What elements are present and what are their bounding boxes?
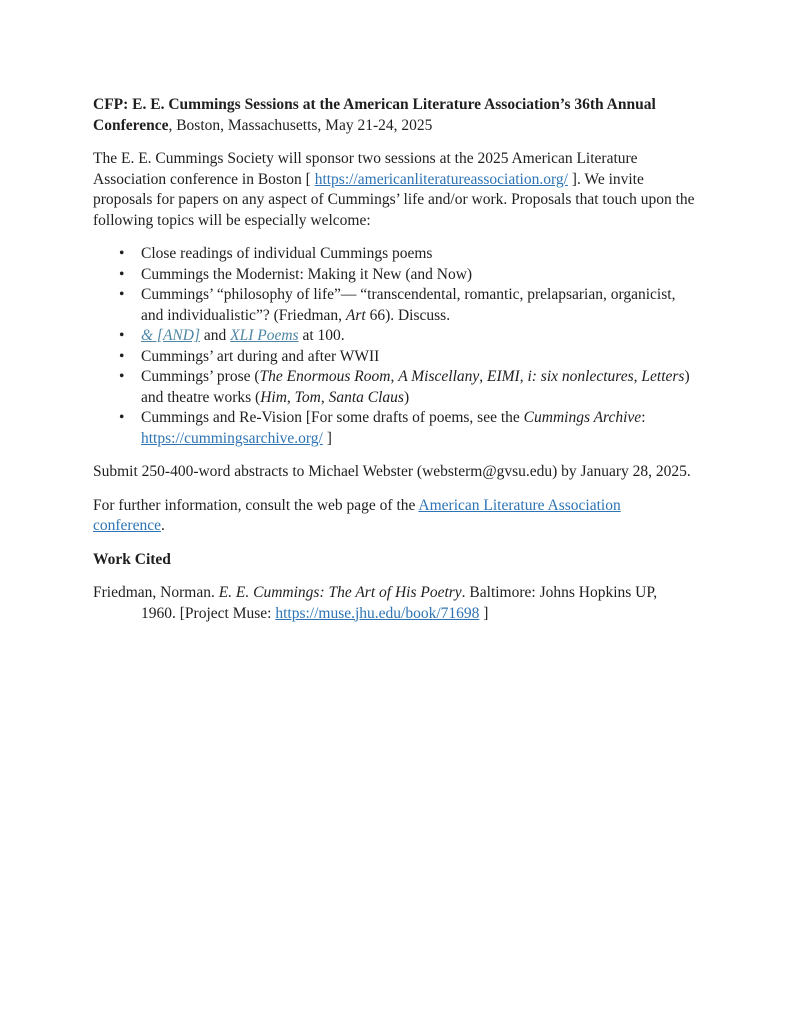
xli-poems-link[interactable]: XLI Poems	[230, 327, 299, 344]
text-run: Friedman, Norman.	[93, 584, 219, 601]
and-book-link[interactable]: & [AND]	[141, 327, 200, 344]
text-run: Santa Claus	[328, 388, 404, 406]
text-run: 1960. [Project Muse:	[141, 604, 276, 622]
list-item	[141, 285, 715, 326]
list-item	[141, 326, 715, 347]
text-run: . Baltimore: Johns Hopkins UP,	[461, 584, 658, 601]
text-run: and individualistic”? (Friedman,	[141, 306, 346, 324]
ala-conference-link[interactable]: American Literature Association	[418, 496, 621, 514]
text-run: EIMI	[487, 368, 520, 385]
text-run: Tom	[294, 388, 321, 406]
text-run: , Boston, Massachusetts, May 21-24, 2025	[168, 116, 433, 134]
text-run: :	[641, 409, 646, 426]
text-run: The Enormous Room	[259, 368, 391, 385]
ala-conference-link[interactable]: conference	[93, 517, 161, 534]
list-item	[141, 265, 715, 286]
text-run: Association conference in Boston [	[93, 170, 315, 188]
text-run: Cummings’ art during and after WWII	[141, 347, 380, 365]
text-run: )	[403, 388, 410, 406]
text-run: A Miscellany	[398, 368, 480, 385]
document-content	[93, 95, 715, 637]
text-run: and	[200, 327, 231, 344]
text-run: i: six nonlectures	[527, 368, 634, 385]
text-run: ,	[286, 388, 295, 406]
text-run: and theatre works (	[141, 388, 261, 406]
text-run: ]	[322, 429, 332, 447]
text-run: Cummings’ “philosophy of life”— “transcendental, romantic, prelapsarian, organicist,	[141, 286, 676, 303]
text-run: Close readings of individual Cummings poems	[141, 245, 433, 262]
submission-paragraph	[93, 462, 715, 483]
text-run: Him	[260, 388, 287, 406]
text-run: For further information, consult the web page of the	[93, 496, 419, 514]
text-run: Cummings Archive	[523, 409, 642, 426]
text-run: ]	[479, 604, 489, 622]
text-run: ,	[633, 368, 642, 385]
text-run: The E. E. Cummings Society will sponsor two sessions at the 2025 American Literature	[93, 150, 638, 167]
intro-paragraph	[93, 149, 715, 231]
text-run: 66). Discuss.	[365, 306, 451, 324]
text-run: E. E. Cummings: The Art of His Poetry	[218, 584, 462, 601]
text-run: Cummings and Re-Vision [For some drafts of poems, see the	[141, 409, 524, 426]
text-run: ]. We invite	[567, 170, 644, 188]
ala-website-link[interactable]: https://americanliteratureassociation.org/	[314, 170, 568, 188]
text-run: .	[160, 517, 165, 534]
text-run: proposals for papers on any aspect of Cummings’ life and/or work. Proposals that touch upon the	[93, 191, 695, 208]
text-run: Submit 250-400-word abstracts to Michael Webster (websterm@gvsu.edu) by January 28, 2025.	[93, 463, 691, 480]
list-item	[141, 408, 715, 449]
text-run: at 100.	[298, 327, 345, 344]
text-run: ,	[390, 368, 399, 385]
list-item	[141, 244, 715, 265]
text-run: following topics will be especially welcome:	[93, 211, 371, 229]
cummings-archive-link[interactable]: https://cummingsarchive.org/	[141, 429, 323, 447]
text-run: CFP: E. E. Cummings Sessions at the American Literature Association’s 36th Annual	[93, 96, 656, 113]
list-item	[141, 367, 715, 408]
further-info-paragraph	[93, 496, 715, 537]
citation-entry	[93, 583, 715, 624]
text-run: )	[684, 368, 690, 385]
text-run: Cummings the Modernist: Making it New (and Now)	[141, 265, 473, 283]
text-run: ,	[519, 368, 528, 385]
list-item	[141, 347, 715, 368]
text-run: Conference	[93, 116, 169, 134]
text-run: Art	[345, 306, 366, 324]
muse-book-link[interactable]: https://muse.jhu.edu/book/71698	[275, 604, 480, 622]
text-run: ,	[479, 368, 488, 385]
topics-list	[93, 244, 715, 449]
text-run: Cummings’ prose (	[141, 368, 260, 385]
work-cited-heading: Work Cited	[93, 550, 171, 568]
text-run: ,	[320, 388, 329, 406]
document-title	[93, 95, 715, 136]
text-run: Letters	[641, 368, 685, 385]
